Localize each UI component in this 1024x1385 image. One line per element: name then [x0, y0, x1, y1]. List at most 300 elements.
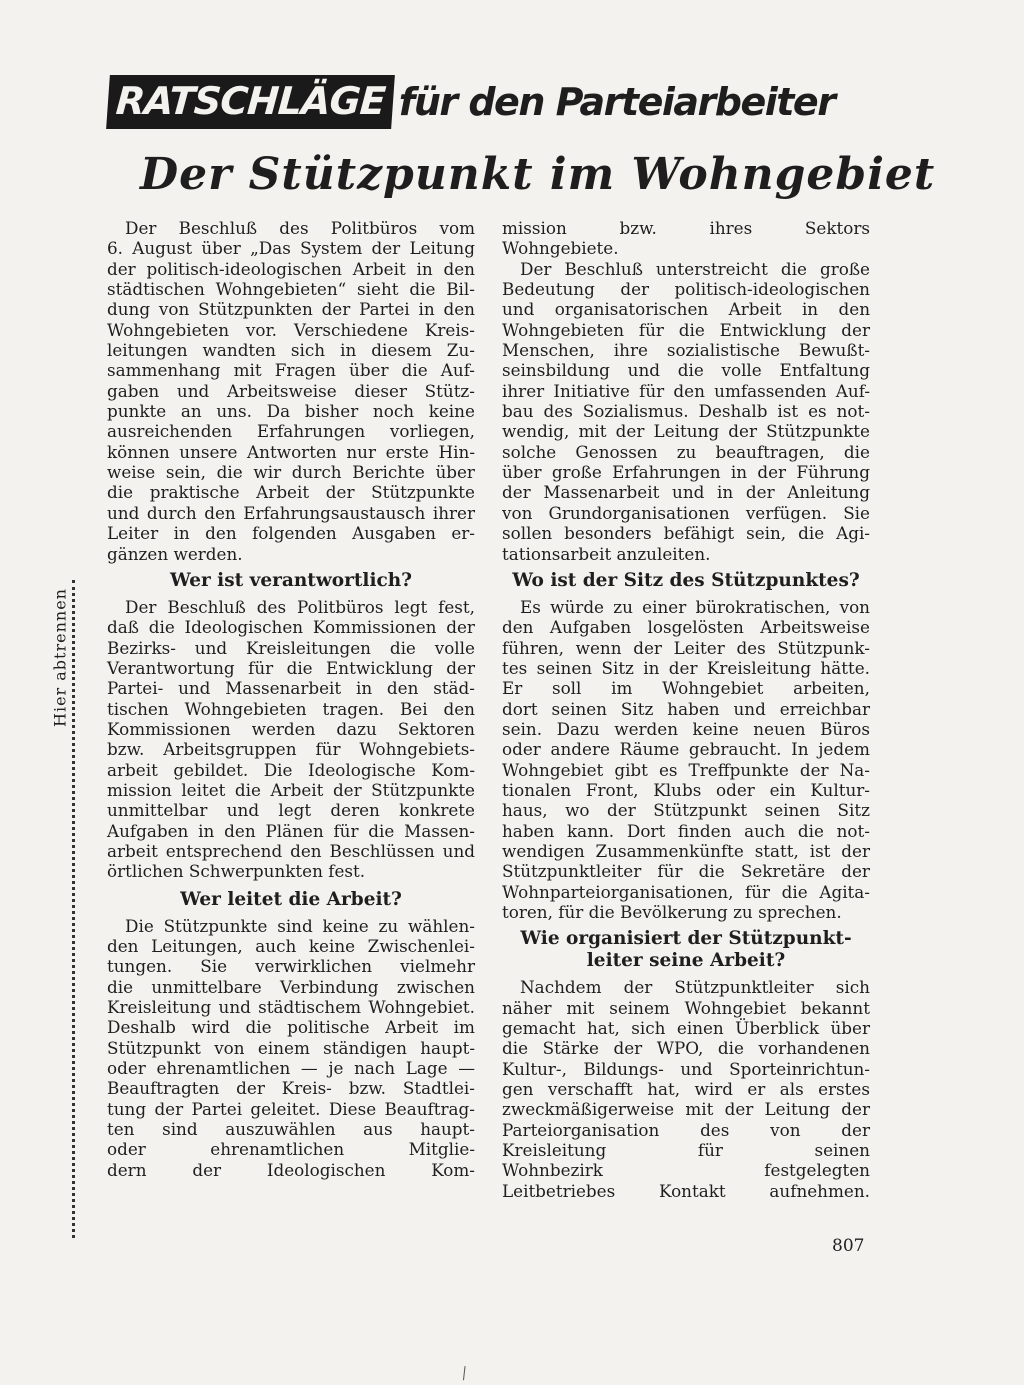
word: Sitz [620, 698, 654, 719]
intro-paragraph [107, 218, 475, 564]
article-headline: Der Stützpunkt im Wohngebiet [140, 149, 936, 200]
word: punkte [107, 401, 167, 422]
word: den [838, 299, 870, 320]
word: für [333, 820, 359, 841]
word: Na- [839, 759, 870, 780]
word: den [443, 258, 475, 279]
word: über [435, 462, 475, 483]
heading-line-2: leiter seine Arbeit? [586, 950, 786, 972]
word: über [201, 238, 241, 259]
word: die [107, 976, 134, 997]
word: Leitung [764, 1099, 831, 1120]
text-line [502, 218, 870, 238]
word: tung [107, 1098, 147, 1119]
word: der [446, 617, 475, 638]
word: zweckmäßigerweise [502, 1099, 675, 1120]
word: Zu- [446, 340, 475, 361]
text-line [502, 998, 870, 1018]
text-line [107, 719, 475, 739]
text-line [502, 442, 870, 462]
word: die [234, 779, 261, 800]
word: des [543, 401, 573, 422]
word: den [224, 820, 256, 841]
word: legt [278, 800, 312, 821]
word: Arbeit [256, 482, 310, 503]
word: in [416, 258, 433, 279]
text-line [502, 760, 870, 780]
word: sich [835, 977, 870, 998]
word: und [733, 698, 766, 719]
word: volle [721, 360, 762, 381]
word: als [779, 1079, 804, 1100]
word: unmittelbar [107, 800, 208, 821]
text-line [107, 936, 475, 956]
word: den [107, 936, 139, 956]
word: Sektors [804, 218, 870, 238]
text-line [502, 299, 870, 319]
word: seinsbildung [502, 360, 610, 381]
word: zu [733, 902, 759, 922]
word: ehrenamtlichen [156, 1058, 291, 1079]
word: würde [550, 596, 604, 617]
word: Leitbetriebes [502, 1180, 616, 1201]
word: zu [676, 441, 697, 462]
section-responsible-body [107, 597, 475, 882]
word: der [799, 759, 829, 780]
text-line [502, 638, 870, 658]
word: haupt- [420, 1119, 475, 1140]
word: den [205, 523, 237, 544]
word: an [180, 401, 202, 422]
text-line [107, 780, 475, 800]
word: Berichte [352, 462, 425, 483]
word: Da [266, 401, 291, 422]
word: von [502, 502, 533, 523]
word: politisch-ideologischen [146, 258, 342, 279]
stray-pen-mark: ⁄ [459, 1364, 470, 1383]
word: Arbeitsgruppen [163, 739, 297, 760]
text-line [502, 617, 870, 637]
word: Arbeitsweise [760, 617, 870, 638]
word: die [843, 441, 870, 462]
word: noch [372, 401, 415, 422]
word: Leitungen, [151, 936, 243, 956]
word: die [148, 617, 175, 638]
word: Deshalb [698, 401, 768, 422]
series-banner [108, 74, 834, 130]
word: Es [520, 596, 541, 617]
word: anzuleiten. [616, 543, 711, 564]
word: einer [642, 596, 687, 617]
word: Bezirks- [107, 637, 176, 658]
word: von [214, 1037, 245, 1058]
text-line [107, 1160, 475, 1180]
word: Stützpunkte [766, 421, 870, 442]
text-line [502, 841, 870, 861]
word: In [791, 739, 809, 760]
word: und [627, 360, 660, 381]
word: kann. [567, 820, 615, 841]
word: Erfahrungen [256, 421, 366, 442]
word: Front, [585, 779, 639, 800]
word: Sporteinrichtun- [729, 1058, 870, 1079]
text-line [502, 902, 870, 922]
word: Der [125, 596, 157, 617]
text-line [107, 340, 475, 360]
word: durch [291, 462, 342, 483]
text-line [107, 760, 475, 780]
text-line [502, 381, 870, 401]
word: können [107, 441, 170, 462]
word: der [446, 657, 475, 678]
word: unterstreicht [655, 258, 768, 279]
word: Führung [796, 462, 870, 483]
word: Wohngebiet [662, 678, 764, 699]
word: Beauftrag- [384, 1098, 475, 1119]
word: arbeiten, [793, 678, 870, 699]
word: Massenarbeit [543, 482, 660, 503]
word: Kom- [431, 759, 475, 780]
text-line [502, 360, 870, 380]
section-heading-location: Wo ist der Sitz des Stützpunktes? [512, 569, 860, 591]
word: den [386, 678, 419, 699]
section-heading-leadership: Wer leitet die Arbeit? [180, 888, 402, 910]
word: Büros [820, 718, 870, 739]
word: und [176, 380, 210, 401]
word: hat, [586, 1018, 620, 1039]
word: keine [428, 401, 475, 422]
word: in [730, 462, 748, 483]
text-line [107, 279, 475, 299]
word: in [340, 340, 357, 361]
word: seinen [536, 657, 593, 678]
text-line [107, 841, 475, 861]
word: Initiative [553, 380, 630, 401]
word: wendig, [502, 421, 570, 442]
word: seinen [814, 1140, 870, 1161]
word: Verantwortung [107, 657, 235, 678]
word: Ausgaben [352, 523, 436, 544]
word: Leitung [653, 421, 720, 442]
text-line [502, 1038, 870, 1058]
word: in [418, 299, 435, 320]
word: Sitz [601, 657, 634, 678]
word: den [443, 299, 475, 320]
word: vorliegen, [389, 421, 475, 442]
text-line [107, 699, 475, 719]
word: sich [290, 340, 326, 361]
word: wo [565, 800, 590, 821]
word: Stützpunktleiter [502, 861, 642, 882]
text-line [107, 1139, 475, 1159]
word: WPO, [656, 1038, 704, 1059]
word: die [286, 657, 313, 678]
word: Sitz [837, 800, 870, 821]
text-line [107, 381, 475, 401]
word: politische [287, 1017, 370, 1038]
word: seinen [551, 698, 607, 719]
word: Stärke [542, 1038, 599, 1059]
word: wenn [575, 637, 622, 658]
word: den [673, 380, 705, 401]
word: politisch-ideologischen [674, 279, 870, 300]
text-line [107, 523, 475, 543]
word: ein [769, 779, 796, 800]
word: der [724, 1099, 754, 1120]
word: Politbüros [297, 596, 384, 617]
text-line [502, 238, 870, 258]
word: Sie [843, 502, 870, 523]
word: der [633, 637, 662, 658]
word: Wohngebieten [184, 698, 307, 719]
word: bau [502, 401, 534, 422]
word: ihrer [502, 380, 545, 401]
word: aufnehmen. [769, 1180, 870, 1201]
word: Zwischenlei- [367, 936, 475, 956]
word: ihre [613, 340, 648, 361]
text-line [107, 218, 475, 238]
word: sein, [165, 462, 206, 483]
word: Partei [359, 299, 410, 320]
word: für [638, 319, 664, 340]
word: wir [253, 462, 282, 483]
word: gibt [614, 759, 648, 780]
word: von [770, 1119, 801, 1140]
word: der [502, 482, 531, 503]
word: verschafft [547, 1079, 633, 1100]
word: Aufgaben [107, 820, 189, 841]
word: Leiter [107, 523, 159, 544]
word: vielmehr [400, 956, 475, 977]
word: Kultur-, [502, 1058, 567, 1079]
word: Kreisleitung [502, 1140, 607, 1161]
word: Bewußt- [798, 340, 870, 361]
word: der [841, 840, 870, 861]
word: ist [777, 401, 799, 422]
word: des [736, 637, 766, 658]
word: Grundorganisationen [548, 502, 730, 523]
word: es [658, 759, 678, 780]
word: Sektoren [397, 718, 475, 739]
word: den [204, 502, 236, 523]
word: jedem [818, 739, 870, 760]
text-line [502, 678, 870, 698]
word: sammenhang [107, 360, 221, 381]
word: der [668, 657, 698, 678]
text-line [107, 821, 475, 841]
text-line [502, 1181, 870, 1201]
word: über [502, 462, 542, 483]
text-line [502, 597, 870, 617]
word: tungen. [107, 956, 173, 977]
word: den [290, 840, 322, 861]
text-line [107, 1078, 475, 1098]
word: festgelegten [764, 1160, 870, 1181]
word: ihres [709, 218, 753, 238]
word: einem [257, 1037, 310, 1058]
section-organisation-body [502, 977, 870, 1201]
word: in [801, 299, 819, 320]
word: über [349, 360, 389, 381]
text-line [502, 544, 870, 564]
word: Hin- [438, 441, 475, 462]
text-line [502, 320, 870, 340]
word: für [745, 881, 771, 902]
text-line [107, 238, 475, 258]
word: Arbeitsweise [226, 380, 337, 401]
word: des [279, 218, 309, 238]
word: Bei [399, 698, 428, 719]
text-line [107, 1099, 475, 1119]
word: ihrer [432, 502, 475, 523]
word: Treffpunkte [688, 759, 789, 780]
word: bürokratischen, [695, 596, 831, 617]
section-location-body [502, 597, 870, 923]
text-line [107, 259, 475, 279]
word: Anleitung [787, 482, 870, 503]
word: und [680, 1058, 713, 1079]
word: des [256, 596, 287, 617]
word: nur [346, 441, 376, 462]
word: dazu [336, 718, 377, 739]
word: wandten [202, 340, 276, 361]
word: er- [451, 523, 475, 544]
word: oder [107, 1058, 146, 1079]
text-line [107, 299, 475, 319]
word: unsere [179, 441, 238, 462]
word: verfügen. [745, 502, 828, 523]
word: Verschiedene [293, 319, 408, 340]
word: wählen- [408, 915, 475, 936]
word: not- [836, 820, 870, 841]
word: Auf- [440, 360, 475, 381]
text-line [107, 360, 475, 380]
text-line [502, 658, 870, 678]
word: der [107, 258, 136, 279]
word: Aufgaben [549, 617, 632, 638]
word: organisatorischen [554, 299, 709, 320]
word: bzw. [619, 218, 657, 238]
text-line [502, 1018, 870, 1038]
word: die [780, 258, 807, 279]
word: Massenarbeit [225, 678, 342, 699]
text-line [502, 882, 870, 902]
word: Entwicklung [326, 657, 433, 678]
word: der [332, 779, 362, 800]
word: erstes [818, 1079, 870, 1100]
word: Räume [619, 739, 680, 760]
word: der [371, 238, 401, 259]
perforation-line [72, 580, 75, 1238]
word: auszuwählen [225, 1119, 336, 1140]
heading-line-1: Wie organisiert der Stützpunkt- [520, 928, 852, 950]
word: mit [578, 421, 607, 442]
word: hat, [647, 1079, 681, 1100]
word: gänzen [107, 543, 174, 564]
word: Arbeit [385, 1017, 439, 1038]
word: Wohngebiet [684, 997, 786, 1018]
word: dern [107, 1159, 147, 1180]
section-heading-responsible: Wer ist verantwortlich? [169, 569, 413, 591]
word: andere [550, 739, 610, 760]
word: weise [107, 462, 156, 483]
word: Er [502, 678, 523, 699]
word: arbeit [107, 759, 158, 780]
word: Massen- [404, 820, 475, 841]
word: vor. [245, 319, 278, 340]
word: leitungen [107, 340, 188, 361]
word: in [173, 523, 190, 544]
word: Wohngebieten [107, 319, 230, 340]
word: Dort [626, 820, 666, 841]
word: der [613, 1038, 643, 1059]
word: und [107, 502, 140, 523]
word: Wohnparteiorganisationen, [502, 881, 734, 902]
word: gemacht [502, 1018, 576, 1039]
word: auch [744, 820, 786, 841]
word: gen [502, 1079, 534, 1100]
word: mit [566, 997, 595, 1018]
text-line [107, 658, 475, 678]
text-line [107, 1017, 475, 1037]
word: ausreichenden [107, 421, 233, 442]
word: die [389, 637, 416, 658]
text-line [502, 699, 870, 719]
text-line [502, 739, 870, 759]
word: Stützpunkt [107, 1037, 201, 1058]
word: dung [107, 299, 151, 320]
word: hätte. [820, 657, 870, 678]
text-line [107, 956, 475, 976]
word: Stadtlei- [402, 1078, 475, 1099]
word: oder [502, 739, 541, 760]
word: durch [146, 502, 197, 523]
word: mission [502, 218, 567, 238]
word: und [502, 299, 535, 320]
word: Wohngebieten [502, 319, 625, 340]
word: tationsarbeit [502, 543, 617, 564]
word: die [245, 1017, 272, 1038]
section-leadership-body [107, 916, 475, 1180]
text-line [107, 638, 475, 658]
text-line [502, 719, 870, 739]
word: Beschlüssen [329, 840, 435, 861]
word: Kommissionen [107, 718, 231, 739]
word: entsprechend [165, 840, 283, 861]
word: die [216, 462, 243, 483]
banner-title: für den Parteiarbeiter [398, 80, 835, 124]
word: tes [502, 657, 528, 678]
word: die [717, 1038, 744, 1059]
word: dort [502, 698, 538, 719]
text-line [107, 678, 475, 698]
word: mit [233, 360, 262, 381]
text-line [502, 482, 870, 502]
word: werden [251, 718, 316, 739]
word: Verbindung [280, 976, 379, 997]
word: Diese [328, 1098, 377, 1119]
word: einen [676, 1018, 724, 1039]
word: für [248, 657, 274, 678]
word: daß [107, 617, 139, 638]
word: Arbeit [728, 299, 782, 320]
word: Dazu [556, 718, 600, 739]
word: Bevölkerung [620, 902, 734, 922]
word: Kreis- [281, 1078, 332, 1099]
text-line [502, 1099, 870, 1119]
word: der [841, 1119, 870, 1140]
word: städtischem [258, 997, 362, 1018]
